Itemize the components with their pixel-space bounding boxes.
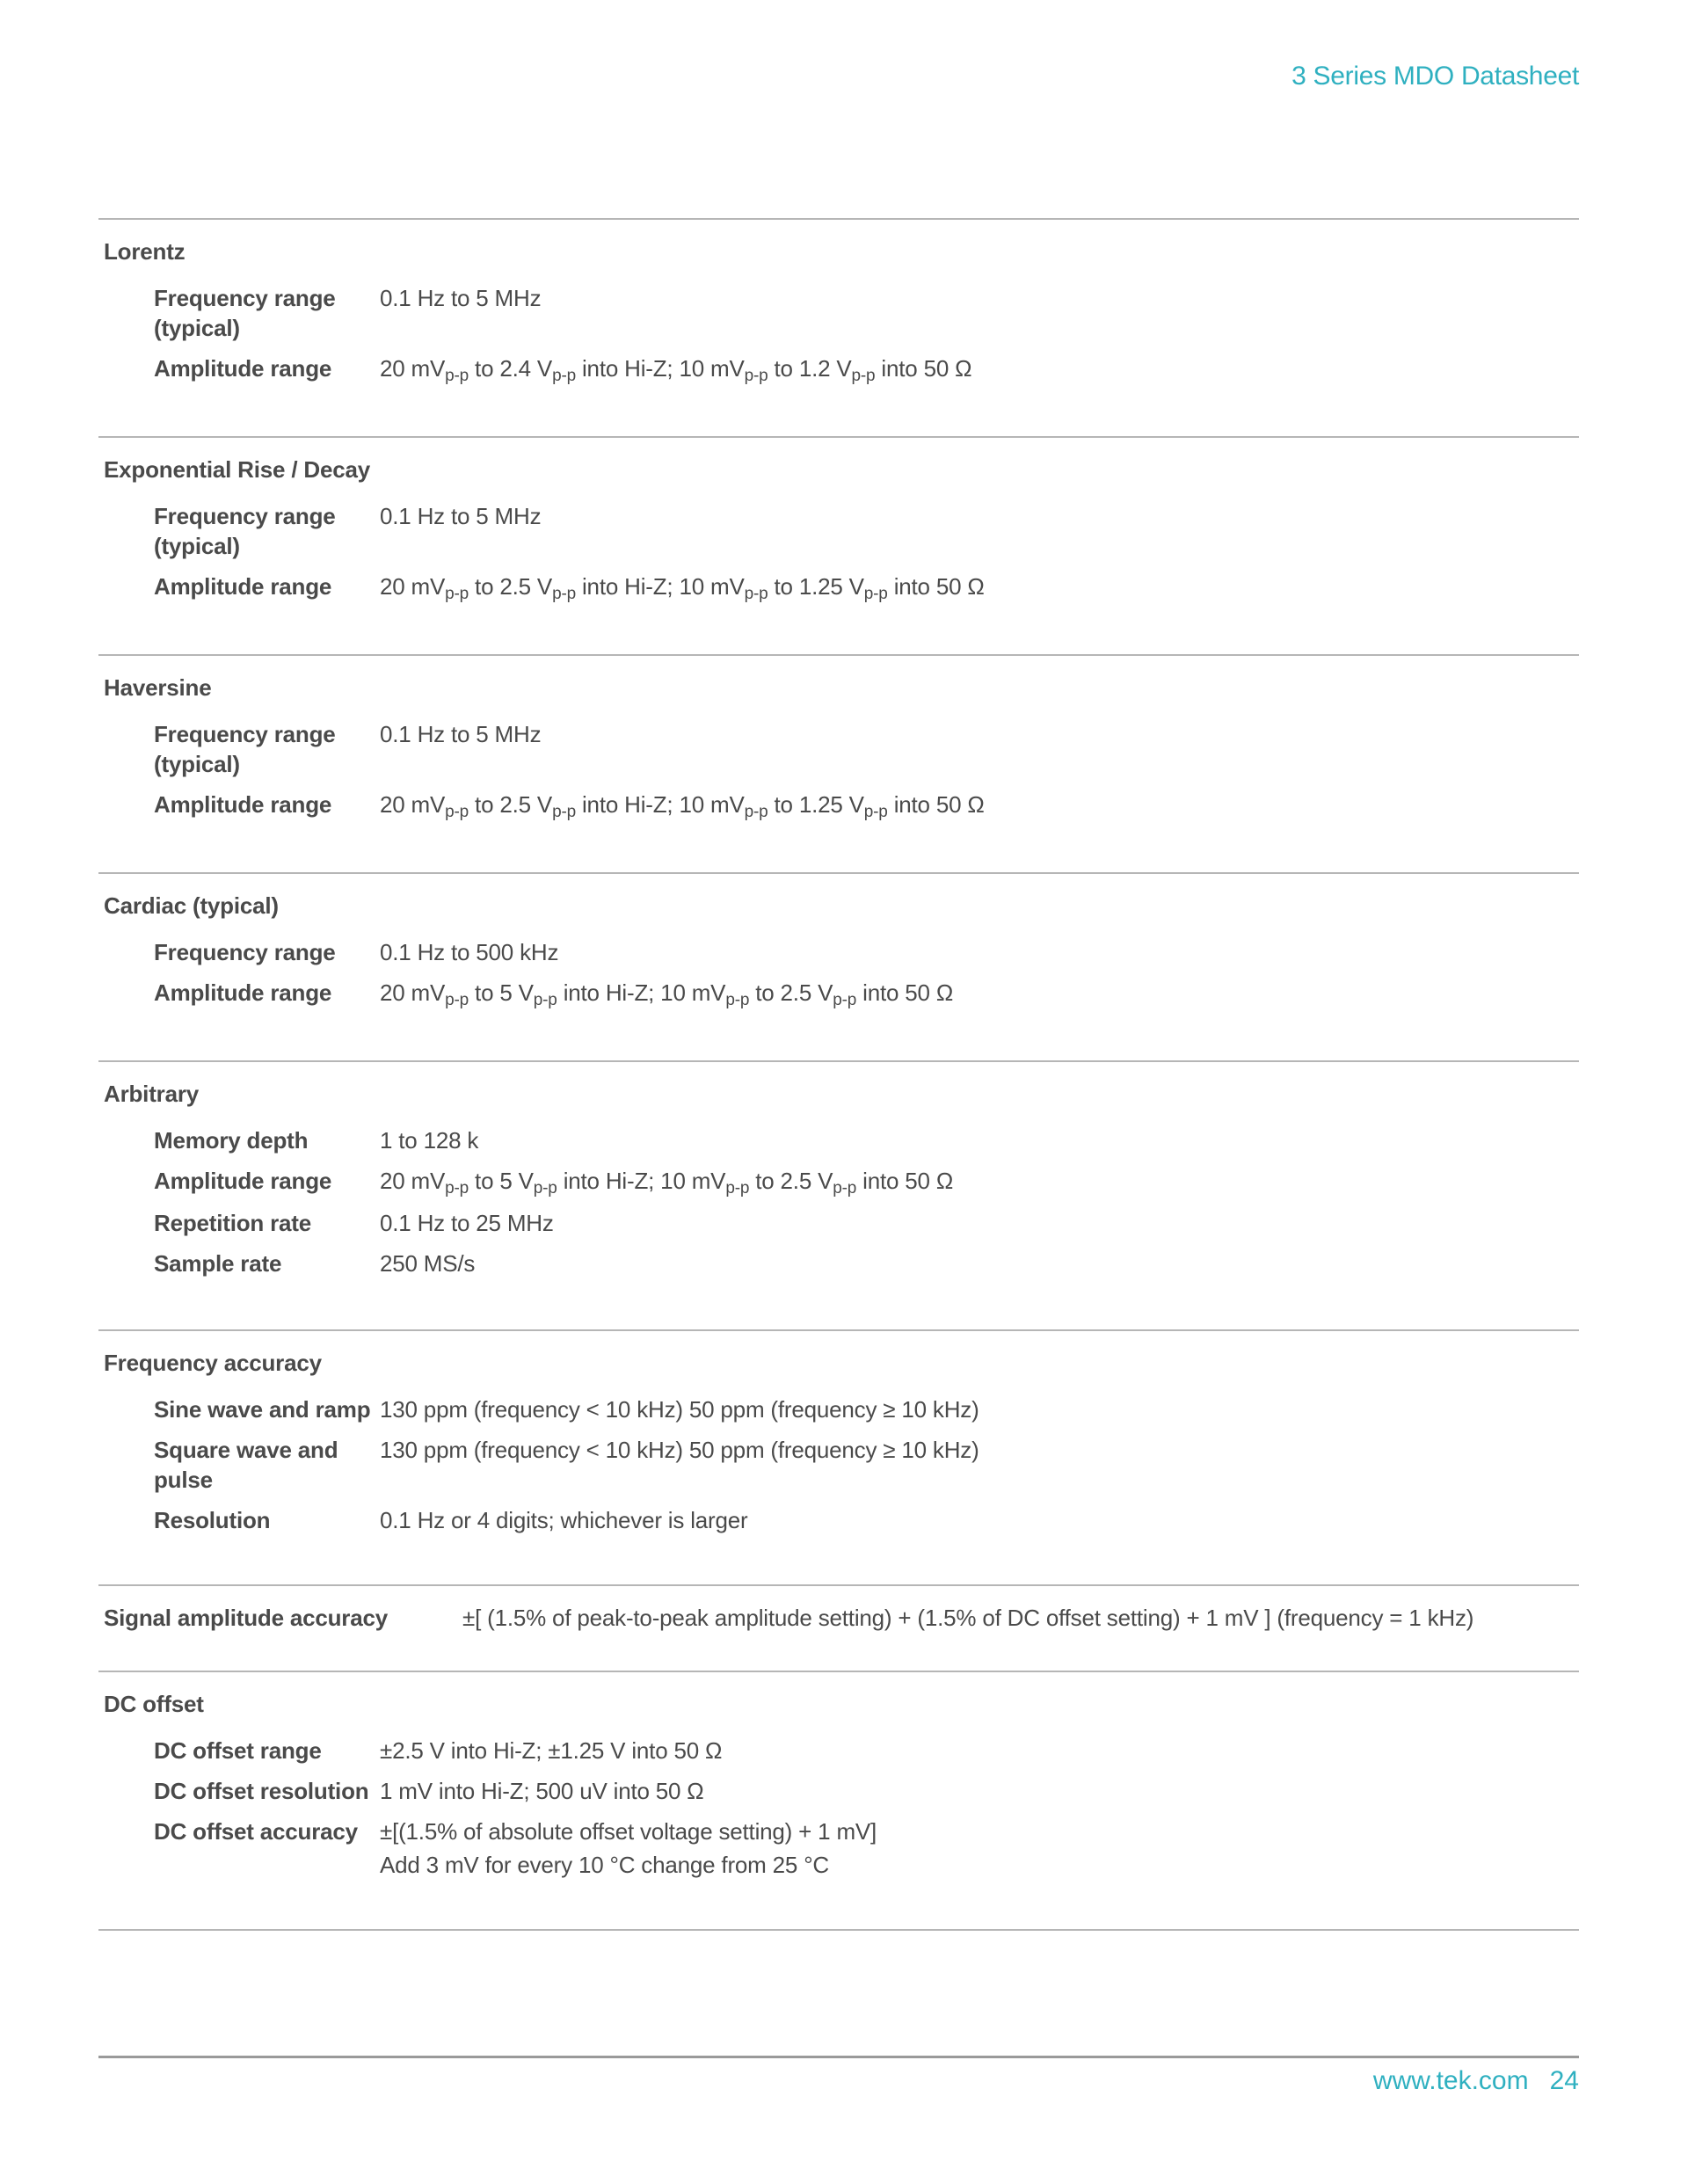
spec-label-amplitude-range: Amplitude range — [154, 573, 332, 600]
spec-value-sine-wave: 130 ppm (frequency < 10 kHz) 50 ppm (frequency ≥ 10 kHz) — [380, 1396, 979, 1423]
spec-value-signal-amplitude-accuracy: ±[ (1.5% of peak-to-peak amplitude setting) + (1.5% of DC offset setting) + 1 mV ] (frequency = 1 kHz) — [462, 1605, 1474, 1631]
spec-value-frequency-range: 0.1 Hz to 5 MHz — [380, 285, 542, 311]
spec-value-memory-depth: 1 to 128 k — [380, 1127, 479, 1154]
page-footer — [1373, 2066, 1579, 2096]
spec-value-frequency-range: 0.1 Hz to 5 MHz — [380, 721, 542, 747]
spec-label-amplitude-range: Amplitude range — [154, 791, 332, 818]
spec-label-amplitude-range: Amplitude range — [154, 979, 332, 1006]
spec-label-dc-offset-resolution: DC offset resolution — [154, 1778, 369, 1804]
spec-label-memory-depth: Memory depth — [154, 1127, 309, 1154]
spec-label-amplitude-range: Amplitude range — [154, 355, 332, 382]
section-title-cardiac: Cardiac (typical) — [104, 892, 279, 919]
section-divider — [98, 218, 1579, 220]
section-title-signal-amplitude-accuracy: Signal amplitude accuracy — [104, 1605, 389, 1631]
spec-label-frequency-range: Frequency range (typical) — [154, 721, 336, 777]
spec-label-sample-rate: Sample rate — [154, 1250, 282, 1277]
spec-value-square-wave: 130 ppm (frequency < 10 kHz) 50 ppm (frequency ≥ 10 kHz) — [380, 1437, 979, 1463]
spec-value-amplitude-range: 20 $mV_{p-p}$ to 5 $V_{p-p}$ into Hi-Z; 10 $mV_{p-p}$ to 2.5 $V_{p-p}$ into 50 Ω — [380, 979, 954, 1009]
spec-value-sample-rate: 250 MS/s — [380, 1250, 476, 1277]
spec-label-frequency-range: Frequency range — [154, 939, 336, 965]
spec-value-repetition-rate: 0.1 Hz to 25 MHz — [380, 1210, 554, 1236]
spec-value-frequency-range: 0.1 Hz to 5 MHz — [380, 503, 542, 529]
spec-label-dc-offset-range: DC offset range — [154, 1737, 322, 1764]
footer-url-link[interactable]: www.tek.com — [1372, 2066, 1529, 2095]
section-title-exponential: Exponential Rise / Decay — [104, 456, 370, 483]
spec-label-square-wave: Square wave and pulse — [154, 1437, 338, 1493]
spec-value-resolution: 0.1 Hz or 4 digits; whichever is larger — [380, 1507, 748, 1533]
spec-value-dc-offset-range: ±2.5 V into Hi-Z; ±1.25 V into 50 Ω — [380, 1737, 723, 1764]
spec-value-dc-offset-accuracy-note: Add 3 mV for every 10 °C change from 25 °C — [380, 1852, 829, 1878]
section-divider — [98, 436, 1579, 438]
section-title-arbitrary: Arbitrary — [104, 1081, 200, 1107]
section-title-frequency-accuracy: Frequency accuracy — [104, 1350, 322, 1376]
section-divider — [98, 1584, 1579, 1586]
footer-divider — [98, 2056, 1579, 2058]
spec-value-dc-offset-resolution: 1 mV into Hi-Z; 500 uV into 50 Ω — [380, 1778, 704, 1804]
section-divider — [98, 1329, 1579, 1331]
spec-value-dc-offset-accuracy: ±[(1.5% of absolute offset voltage setting) + 1 mV] — [380, 1818, 877, 1845]
section-divider — [98, 1060, 1579, 1062]
spec-value-amplitude-range: 20 $mV_{p-p}$ to 2.5 $V_{p-p}$ into Hi-Z; 10 $mV_{p-p}$ to 1.25 $V_{p-p}$ into 50 Ω — [380, 791, 985, 821]
section-title-haversine: Haversine — [104, 674, 212, 701]
spec-value-amplitude-range: 20 $mV_{p-p}$ to 2.5 $V_{p-p}$ into Hi-Z; 10 $mV_{p-p}$ to 1.25 $V_{p-p}$ into 50 Ω — [380, 573, 985, 603]
section-title-dc-offset: DC offset — [104, 1691, 204, 1717]
section-divider — [98, 1671, 1579, 1672]
spec-label-frequency-range: Frequency range (typical) — [154, 285, 336, 341]
header-title: 3 Series MDO Datasheet — [1291, 62, 1579, 91]
spec-label-frequency-range: Frequency range (typical) — [154, 503, 336, 559]
spec-value-amplitude-range: 20 $mV_{p-p}$ to 5 $V_{p-p}$ into Hi-Z; 10 $mV_{p-p}$ to 2.5 $V_{p-p}$ into 50 Ω — [380, 1168, 954, 1198]
spec-label-repetition-rate: Repetition rate — [154, 1210, 312, 1236]
page-number: 24 — [1549, 2066, 1579, 2095]
section-title-lorentz: Lorentz — [104, 238, 186, 265]
section-divider — [98, 654, 1579, 656]
section-divider — [98, 1929, 1579, 1931]
spec-label-sine-wave: Sine wave and ramp — [154, 1396, 371, 1423]
spec-label-resolution: Resolution — [154, 1507, 271, 1533]
spec-label-dc-offset-accuracy: DC offset accuracy — [154, 1818, 358, 1845]
section-divider — [98, 872, 1579, 874]
spec-value-frequency-range: 0.1 Hz to 500 kHz — [380, 939, 559, 965]
spec-value-amplitude-range: 20 $mV_{p-p}$ to 2.4 $V_{p-p}$ into Hi-Z; 10 $mV_{p-p}$ to 1.2 $V_{p-p}$ into 50 Ω — [380, 355, 972, 385]
spec-label-amplitude-range: Amplitude range — [154, 1168, 332, 1194]
